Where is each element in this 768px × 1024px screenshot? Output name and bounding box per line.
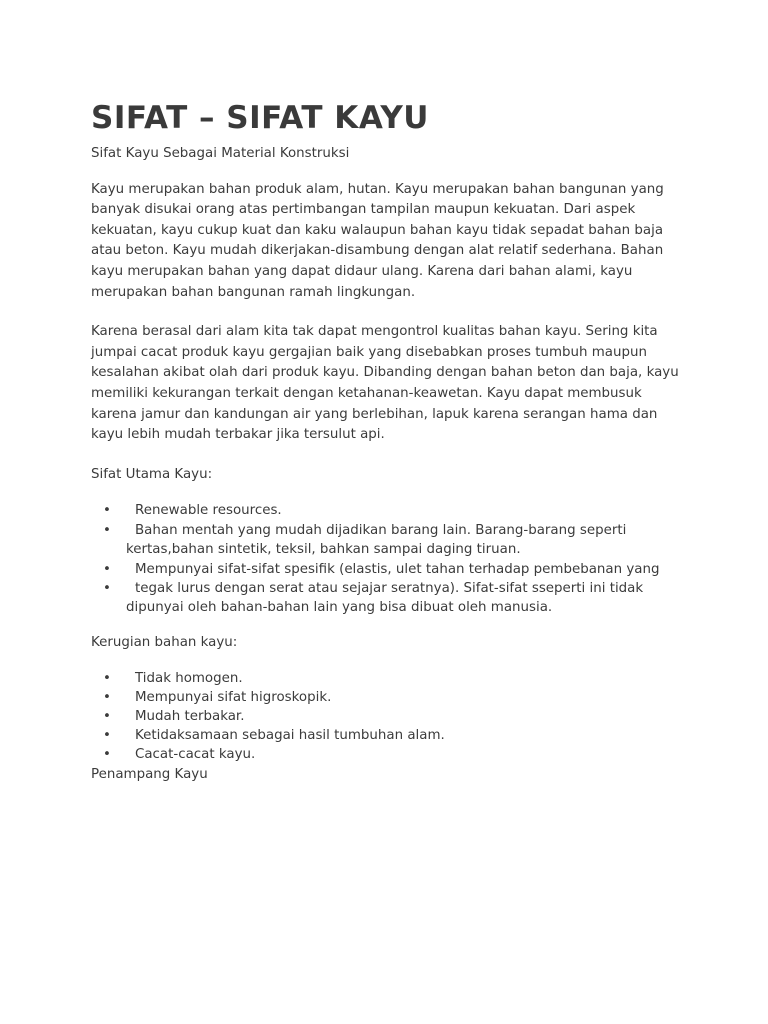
list-item (91, 745, 681, 764)
disadvantages-list (91, 669, 681, 764)
list-item-text: Mudah terbakar. (135, 709, 245, 725)
cross-section-heading: Penampang Kayu (91, 767, 208, 783)
list-item-text: Bahan mentah yang mudah dijadikan barang lain. Barang-barang seperti kertas,bahan sintetik, teksil, bahkan sampai daging tiruan. (126, 522, 627, 558)
list-item-text: Mempunyai sifat-sifat spesifik (elastis, ulet tahan terhadap pembebanan yang (135, 561, 660, 577)
bullet-icon: • (103, 709, 111, 725)
paragraph-intro: Kayu merupakan bahan produk alam, hutan. Kayu merupakan bahan bangunan yang banyak disukai orang atas pertimbangan tampilan maupun kekuatan. Dari aspek kekuatan, kayu cukup kuat dan kaku walaupun bahan kayu tidak sepadat bahan baja atau beton. Kayu mudah dikerjakan-disambung dengan alat relatif sederhana. Bahan kayu merupakan bahan yang dapat didaur ulang. Karena dari bahan alami, kayu merupakan bahan bangunan ramah lingkungan. (91, 181, 664, 300)
paragraph-drawbacks: Karena berasal dari alam kita tak dapat mengontrol kualitas bahan kayu. Sering kita jumpai cacat produk kayu gergajian baik yang disebabkan proses tumbuh maupun kesalahan akibat olah dari produk kayu. Dibanding dengan bahan beton dan baja, kayu memiliki kekurangan terkait dengan ketahanan-keawetan. Kayu dapat membusuk karena jamur dan kandungan air yang berlebihan, lapuk karena serangan hama dan kayu lebih mudah terbakar jika tersulut api. (91, 324, 679, 443)
bullet-icon: • (103, 580, 111, 596)
document-subtitle: Sifat Kayu Sebagai Material Konstruksi (91, 146, 350, 161)
list-item (91, 521, 681, 560)
list-item (91, 726, 681, 745)
list-item-text: Renewable resources. (135, 503, 282, 519)
bullet-icon: • (103, 728, 111, 744)
list-item (91, 707, 681, 726)
bullet-icon: • (103, 522, 111, 538)
list-item-text: Tidak homogen. (135, 671, 243, 687)
document-page (91, 98, 681, 786)
bullet-icon: • (103, 671, 111, 687)
bullet-icon: • (103, 690, 111, 706)
bullet-icon: • (103, 561, 111, 577)
list-item (91, 669, 681, 688)
list-item-text: tegak lurus dengan serat atau sejajar seratnya). Sifat-sifat sseperti ini tidak dipunyai oleh bahan-bahan lain yang bisa dibuat oleh manusia. (126, 580, 644, 616)
list-item (91, 688, 681, 707)
list-item (91, 560, 681, 579)
features-list (91, 501, 681, 617)
disadvantages-heading: Kerugian bahan kayu: (91, 634, 238, 650)
list-item-text: Cacat-cacat kayu. (135, 747, 256, 763)
list-item-text: Ketidaksamaan sebagai hasil tumbuhan alam. (135, 728, 445, 744)
list-item-text: Mempunyai sifat higroskopik. (135, 690, 332, 706)
features-heading: Sifat Utama Kayu: (91, 466, 213, 482)
bullet-icon: • (103, 503, 111, 519)
document-title: SIFAT – SIFAT KAYU (91, 100, 429, 136)
list-item (91, 501, 681, 520)
bullet-icon: • (103, 747, 111, 763)
list-item (91, 579, 681, 618)
